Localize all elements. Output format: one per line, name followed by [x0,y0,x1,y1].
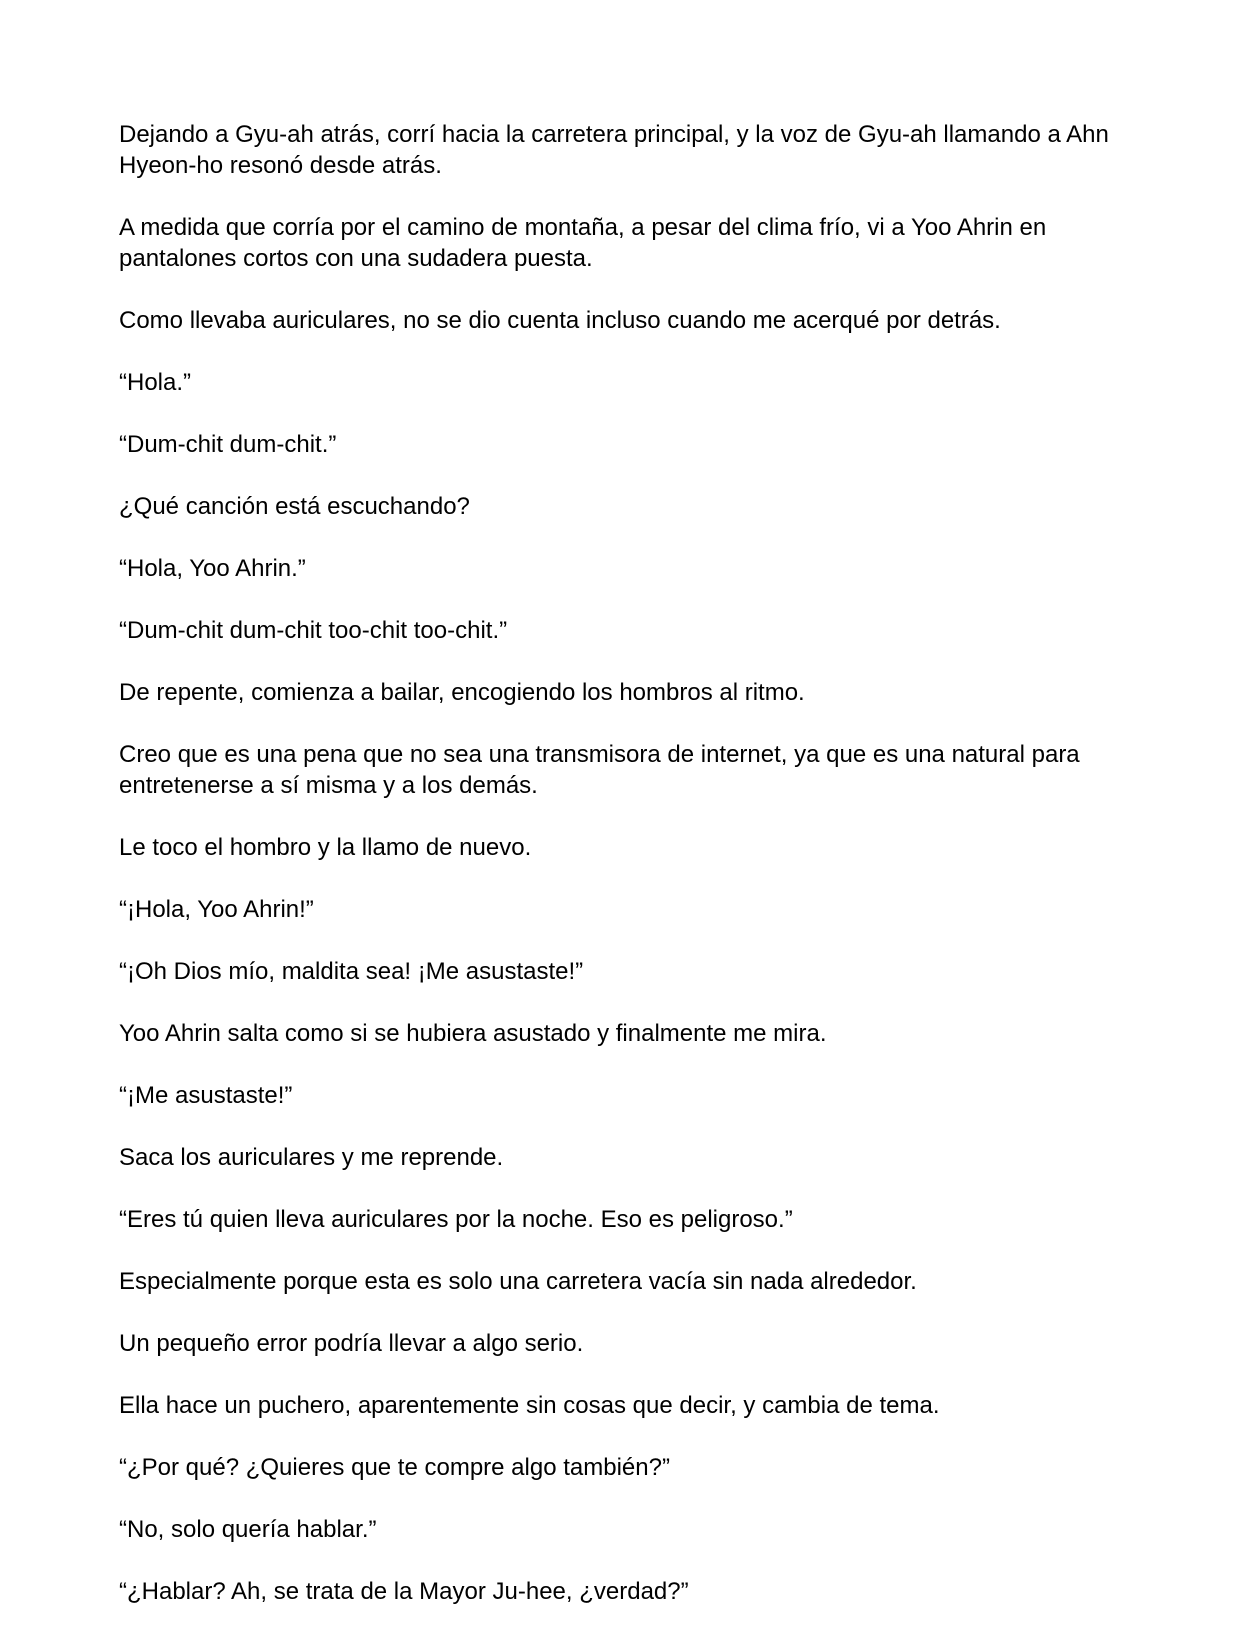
paragraph-8: “Dum-chit dum-chit too-chit too-chit.” [119,617,508,644]
paragraph-20: Ella hace un puchero, aparentemente sin cosas que decir, y cambia de tema. [119,1392,940,1419]
document-body [119,119,1129,1638]
paragraph-7: “Hola, Yoo Ahrin.” [119,555,306,582]
paragraph-22: “No, solo quería hablar.” [119,1516,377,1543]
paragraph-6: ¿Qué canción está escuchando? [119,493,470,520]
paragraph-18: Especialmente porque esta es solo una carretera vacía sin nada alrededor. [119,1268,917,1295]
paragraph-1: Dejando a Gyu-ah atrás, corrí hacia la carretera principal, y la voz de Gyu-ah llamando a Ahn Hyeon-ho resonó desde atrás. [119,121,1109,179]
paragraph-9: De repente, comienza a bailar, encogiendo los hombros al ritmo. [119,679,805,706]
paragraph-17: “Eres tú quien lleva auriculares por la noche. Eso es peligroso.” [119,1206,793,1233]
paragraph-3: Como llevaba auriculares, no se dio cuenta incluso cuando me acerqué por detrás. [119,307,1001,334]
paragraph-4: “Hola.” [119,369,192,396]
paragraph-2: A medida que corría por el camino de montaña, a pesar del clima frío, vi a Yoo Ahrin en pantalones cortos con una sudadera puesta. [119,214,1047,272]
paragraph-13: “¡Oh Dios mío, maldita sea! ¡Me asustaste!” [119,958,584,985]
paragraph-5: “Dum-chit dum-chit.” [119,431,337,458]
paragraph-19: Un pequeño error podría llevar a algo serio. [119,1330,584,1357]
paragraph-23: “¿Hablar? Ah, se trata de la Mayor Ju-hee, ¿verdad?” [119,1578,689,1605]
paragraph-21: “¿Por qué? ¿Quieres que te compre algo también?” [119,1454,670,1481]
paragraph-11: Le toco el hombro y la llamo de nuevo. [119,834,532,861]
paragraph-16: Saca los auriculares y me reprende. [119,1144,504,1171]
paragraph-10: Creo que es una pena que no sea una transmisora de internet, ya que es una natural para entretenerse a sí misma y a los demás. [119,741,1080,799]
paragraph-15: “¡Me asustaste!” [119,1082,293,1109]
paragraph-14: Yoo Ahrin salta como si se hubiera asustado y finalmente me mira. [119,1020,827,1047]
paragraph-12: “¡Hola, Yoo Ahrin!” [119,896,314,923]
